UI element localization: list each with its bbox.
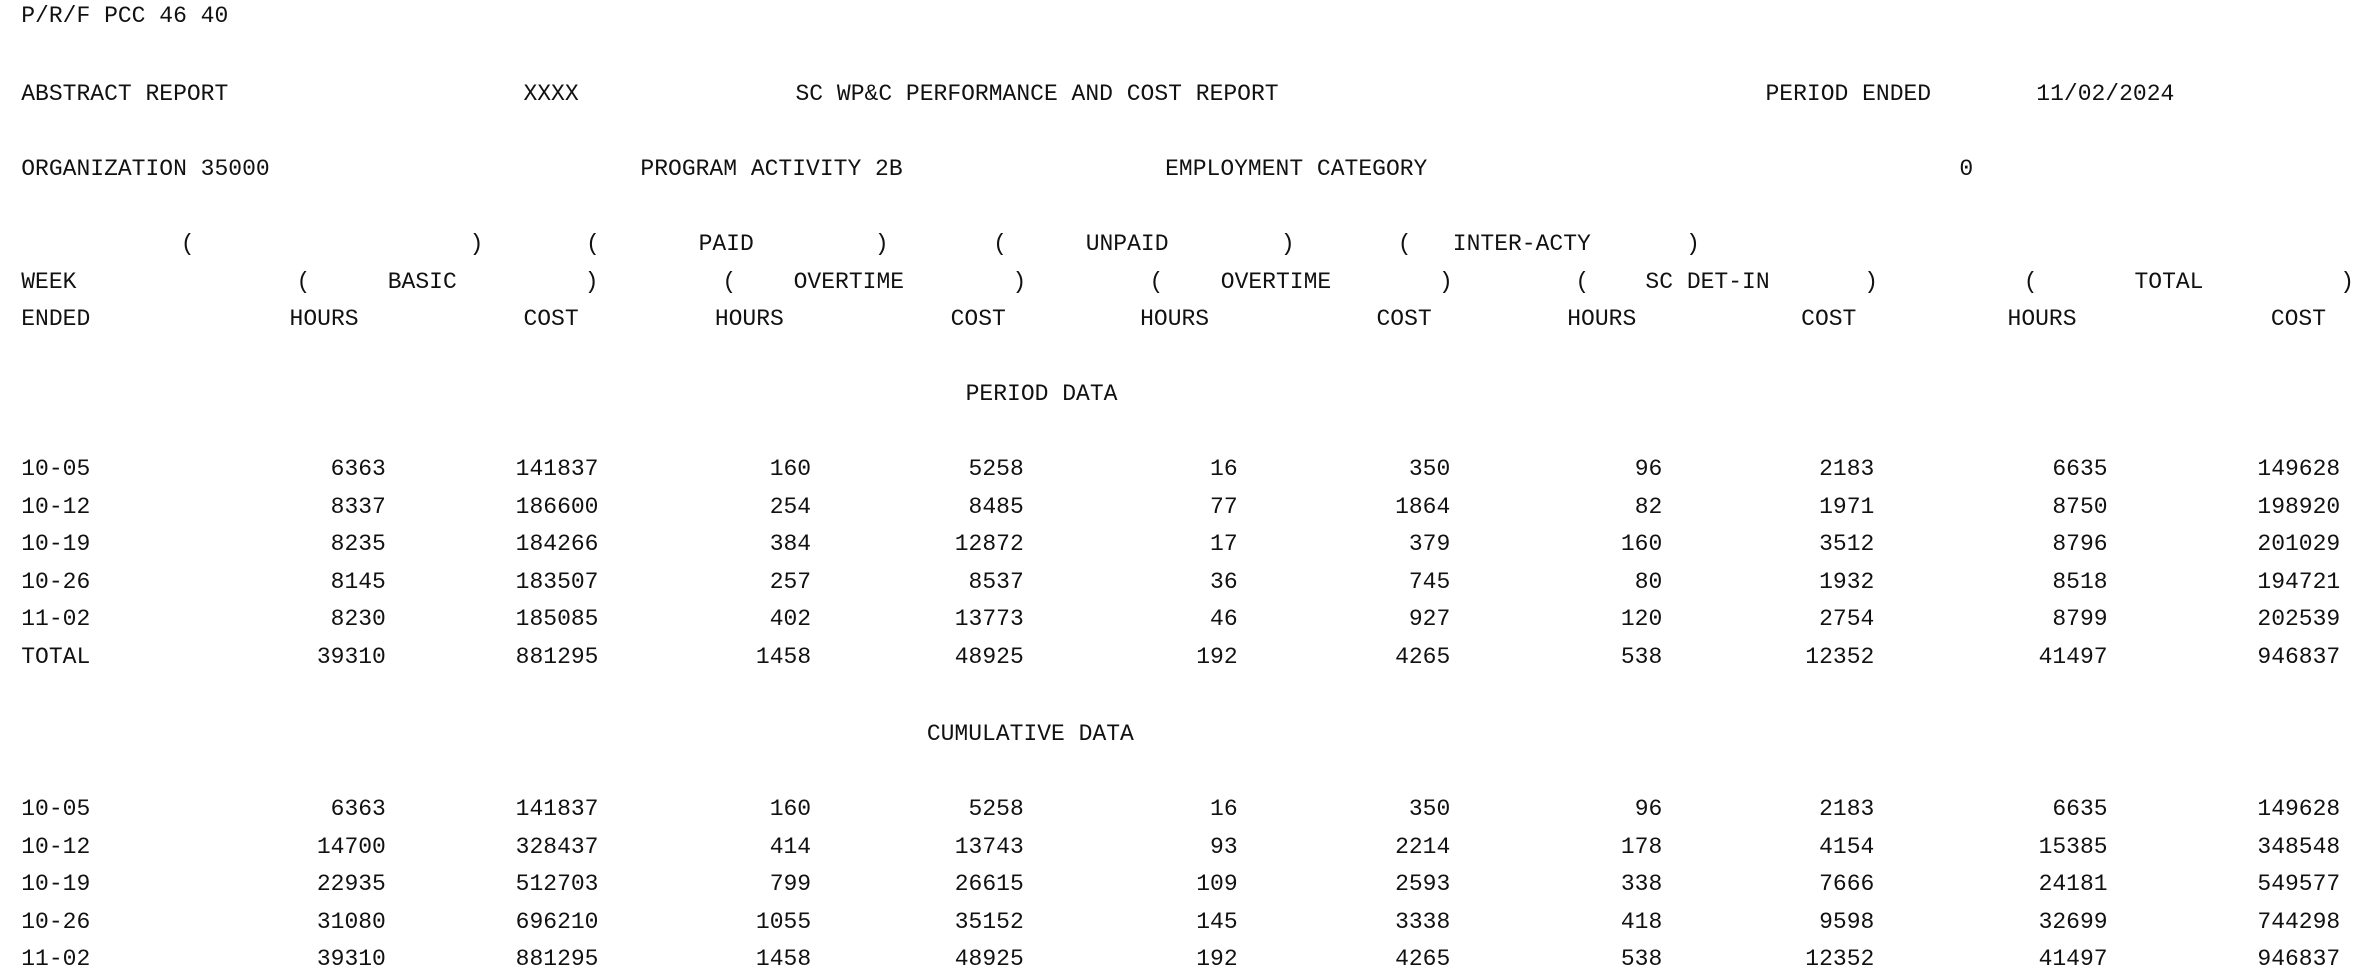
cell-paid-ot-cost: 5258	[968, 456, 1024, 483]
cell-total-hours: 24181	[2038, 871, 2108, 898]
cell-unpaid-ot-cost: 350	[1408, 796, 1451, 823]
cell-detin-cost: 12352	[1805, 946, 1875, 972]
cell-total-hours: 41497	[2038, 643, 2108, 670]
header2-paid-ot-label: OVERTIME	[793, 268, 905, 295]
cell-detin-hours: 160	[1620, 531, 1663, 558]
row-week-ended: TOTAL	[21, 643, 91, 670]
cell-basic-cost: 185085	[515, 606, 599, 633]
cell-basic-hours: 8337	[330, 493, 386, 520]
header2-basic-close: )	[584, 268, 599, 295]
cell-paid-ot-hours: 414	[769, 833, 812, 860]
cell-paid-ot-hours: 1458	[755, 643, 812, 670]
header2-unpaid-ot-close: )	[1439, 268, 1453, 295]
cell-unpaid-ot-cost: 3338	[1395, 908, 1451, 935]
header1-interacty-label: INTER-ACTY	[1452, 231, 1591, 258]
cell-unpaid-ot-hours: 192	[1196, 946, 1238, 972]
cell-unpaid-ot-hours: 16	[1210, 456, 1238, 483]
organization-label: ORGANIZATION 35000	[21, 155, 270, 182]
program-activity-label: PROGRAM ACTIVITY 2B	[640, 155, 903, 182]
cell-total-hours: 8799	[2052, 606, 2108, 633]
cell-paid-ot-hours: 160	[769, 796, 812, 823]
header3-ended: ENDED	[21, 306, 91, 333]
cell-total-hours: 15385	[2038, 833, 2108, 860]
cell-unpaid-ot-cost: 350	[1408, 456, 1451, 483]
period-value: 11/02/2024	[2036, 80, 2175, 107]
cell-basic-cost: 512703	[515, 871, 599, 898]
cell-paid-ot-cost: 8485	[968, 493, 1024, 520]
cell-basic-hours: 6363	[330, 796, 386, 823]
row-week-ended: 10-05	[21, 796, 91, 823]
cell-unpaid-ot-hours: 192	[1196, 643, 1238, 670]
header2-unpaid-ot-label: OVERTIME	[1220, 268, 1332, 295]
header1-paid-label: PAID	[698, 231, 754, 258]
cell-total-cost: 549577	[2257, 871, 2341, 898]
header3-detin-hours: HOURS	[1567, 306, 1637, 333]
header2-paid-ot-open: (	[722, 268, 737, 295]
cell-basic-cost: 184266	[515, 531, 599, 558]
cell-paid-ot-cost: 5258	[968, 796, 1024, 823]
header1-paren-open: (	[180, 231, 195, 258]
cell-paid-ot-hours: 160	[769, 456, 812, 483]
cell-unpaid-ot-hours: 36	[1210, 568, 1238, 595]
cell-detin-cost: 12352	[1805, 643, 1875, 670]
cell-basic-cost: 186600	[515, 493, 599, 520]
cell-total-hours: 6635	[2052, 796, 2108, 823]
cell-total-cost: 194721	[2257, 568, 2341, 595]
cell-detin-cost: 3512	[1819, 531, 1875, 558]
row-week-ended: 11-02	[21, 946, 91, 972]
header1-unpaid-open: (	[993, 231, 1007, 258]
header1-paid-open: (	[585, 231, 600, 258]
cell-total-cost: 149628	[2257, 456, 2341, 483]
header3-paid-hours: HOURS	[714, 306, 784, 333]
header1-paren-close: )	[469, 231, 484, 258]
cell-paid-ot-cost: 13743	[954, 833, 1024, 860]
header2-total-open: (	[2023, 268, 2038, 295]
report-code: XXXX	[523, 80, 579, 107]
cell-unpaid-ot-cost: 4265	[1395, 946, 1451, 972]
cell-unpaid-ot-cost: 1864	[1395, 493, 1451, 520]
cell-basic-hours: 39310	[316, 946, 386, 972]
cell-detin-cost: 2754	[1819, 606, 1875, 633]
cell-total-cost: 348548	[2257, 833, 2341, 860]
cumulative-data-title: CUMULATIVE DATA	[926, 721, 1134, 748]
cell-basic-cost: 141837	[515, 796, 599, 823]
header2-total-close: )	[2340, 268, 2355, 295]
cell-unpaid-ot-hours: 109	[1196, 871, 1238, 898]
row-week-ended: 11-02	[21, 606, 91, 633]
cell-detin-hours: 538	[1620, 643, 1663, 670]
cell-basic-hours: 31080	[316, 908, 386, 935]
header2-paid-ot-close: )	[1012, 268, 1027, 295]
cell-paid-ot-hours: 1055	[755, 908, 812, 935]
cell-basic-hours: 39310	[316, 643, 386, 670]
cell-total-hours: 6635	[2052, 456, 2108, 483]
cell-total-hours: 8796	[2052, 531, 2108, 558]
cell-detin-hours: 338	[1620, 871, 1663, 898]
cell-detin-hours: 538	[1620, 946, 1663, 972]
cell-total-hours: 41497	[2038, 946, 2108, 972]
cell-paid-ot-cost: 48925	[954, 946, 1024, 972]
cell-detin-cost: 4154	[1819, 833, 1875, 860]
cell-detin-cost: 1932	[1819, 568, 1875, 595]
cell-basic-cost: 183507	[515, 568, 599, 595]
header2-week: WEEK	[21, 268, 77, 295]
cell-unpaid-ot-cost: 745	[1408, 568, 1451, 595]
cell-total-cost: 202539	[2257, 606, 2341, 633]
header2-basic-label: BASIC	[387, 268, 457, 295]
cell-paid-ot-cost: 35152	[954, 908, 1024, 935]
row-week-ended: 10-12	[21, 833, 91, 860]
cell-detin-hours: 96	[1634, 456, 1663, 483]
cell-paid-ot-hours: 402	[769, 606, 812, 633]
cell-unpaid-ot-cost: 379	[1408, 531, 1451, 558]
cell-unpaid-ot-hours: 17	[1210, 531, 1238, 558]
cell-total-hours: 32699	[2038, 908, 2108, 935]
cell-total-cost: 744298	[2257, 908, 2341, 935]
header1-unpaid-close: )	[1280, 231, 1295, 258]
period-data-title: PERIOD DATA	[965, 381, 1118, 408]
header2-detin-close: )	[1864, 268, 1879, 295]
cell-unpaid-ot-cost: 927	[1408, 606, 1451, 633]
cell-unpaid-ot-cost: 2593	[1395, 871, 1451, 898]
cell-total-cost: 149628	[2257, 796, 2341, 823]
cell-basic-hours: 8230	[330, 606, 386, 633]
header2-detin-label: SC DET-IN	[1645, 268, 1770, 295]
cell-unpaid-ot-cost: 2214	[1395, 833, 1451, 860]
cell-basic-cost: 696210	[515, 908, 599, 935]
form-id: P/R/F PCC 46 40	[21, 2, 229, 29]
cell-basic-hours: 6363	[330, 456, 386, 483]
cell-paid-ot-hours: 257	[769, 568, 812, 595]
cell-detin-hours: 418	[1620, 908, 1663, 935]
employment-category-label: EMPLOYMENT CATEGORY	[1165, 155, 1428, 182]
cell-unpaid-ot-cost: 4265	[1395, 643, 1451, 670]
row-week-ended: 10-19	[21, 871, 91, 898]
row-week-ended: 10-05	[21, 456, 91, 483]
cell-total-hours: 8518	[2052, 568, 2108, 595]
cell-detin-hours: 82	[1634, 493, 1663, 520]
header3-paid-cost: COST	[950, 306, 1006, 333]
employment-category-value: 0	[1959, 155, 1974, 182]
header2-unpaid-ot-open: (	[1149, 268, 1164, 295]
cell-detin-cost: 9598	[1819, 908, 1875, 935]
cell-total-cost: 946837	[2257, 643, 2341, 670]
cell-total-cost: 198920	[2257, 493, 2341, 520]
header2-detin-open: (	[1575, 268, 1590, 295]
cell-paid-ot-hours: 384	[769, 531, 812, 558]
header3-basic-cost: COST	[523, 306, 579, 333]
header1-interacty-open: (	[1397, 231, 1412, 258]
cell-paid-ot-hours: 1458	[755, 946, 812, 972]
cell-basic-hours: 14700	[316, 833, 386, 860]
cell-detin-cost: 2183	[1819, 796, 1875, 823]
cell-basic-cost: 141837	[515, 456, 599, 483]
cell-detin-hours: 96	[1634, 796, 1663, 823]
cell-total-hours: 8750	[2052, 493, 2108, 520]
cell-total-cost: 946837	[2257, 946, 2341, 972]
header1-interacty-close: )	[1686, 231, 1700, 258]
cell-basic-cost: 881295	[515, 643, 599, 670]
cell-basic-hours: 8145	[330, 568, 386, 595]
cell-detin-cost: 1971	[1819, 493, 1875, 520]
report-name: ABSTRACT REPORT	[21, 80, 229, 107]
cell-paid-ot-cost: 8537	[968, 568, 1024, 595]
header3-unpaid-cost: COST	[1376, 306, 1432, 333]
cell-basic-hours: 22935	[316, 871, 386, 898]
cell-total-cost: 201029	[2257, 531, 2341, 558]
header2-basic-open: (	[296, 268, 311, 295]
cell-unpaid-ot-hours: 145	[1196, 908, 1238, 935]
cell-detin-hours: 178	[1620, 833, 1663, 860]
header3-unpaid-hours: HOURS	[1140, 306, 1210, 333]
header2-total-label: TOTAL	[2134, 268, 2204, 295]
cell-unpaid-ot-hours: 46	[1210, 606, 1238, 633]
header3-total-hours: HOURS	[2007, 306, 2077, 333]
cell-detin-cost: 2183	[1819, 456, 1875, 483]
cell-paid-ot-hours: 254	[769, 493, 812, 520]
cell-paid-ot-cost: 48925	[954, 643, 1024, 670]
header1-paid-close: )	[874, 231, 889, 258]
row-week-ended: 10-26	[21, 568, 91, 595]
cell-detin-cost: 7666	[1819, 871, 1875, 898]
cell-unpaid-ot-hours: 16	[1210, 796, 1238, 823]
row-week-ended: 10-26	[21, 908, 91, 935]
cell-paid-ot-cost: 13773	[954, 606, 1024, 633]
row-week-ended: 10-19	[21, 531, 91, 558]
row-week-ended: 10-12	[21, 493, 91, 520]
cell-detin-hours: 80	[1634, 568, 1663, 595]
cell-unpaid-ot-hours: 93	[1210, 833, 1238, 860]
header3-detin-cost: COST	[1801, 306, 1857, 333]
period-label: PERIOD ENDED	[1765, 80, 1932, 107]
cell-detin-hours: 120	[1620, 606, 1663, 633]
cell-unpaid-ot-hours: 77	[1210, 493, 1238, 520]
cell-paid-ot-cost: 26615	[954, 871, 1024, 898]
cell-basic-cost: 328437	[515, 833, 599, 860]
cell-paid-ot-hours: 799	[769, 871, 812, 898]
header3-total-cost: COST	[2270, 306, 2327, 333]
header3-basic-hours: HOURS	[289, 306, 359, 333]
cell-basic-hours: 8235	[330, 531, 386, 558]
header1-unpaid-label: UNPAID	[1085, 231, 1169, 258]
report-title: SC WP&C PERFORMANCE AND COST REPORT	[795, 80, 1279, 107]
cell-basic-cost: 881295	[515, 946, 599, 972]
cell-paid-ot-cost: 12872	[954, 531, 1024, 558]
